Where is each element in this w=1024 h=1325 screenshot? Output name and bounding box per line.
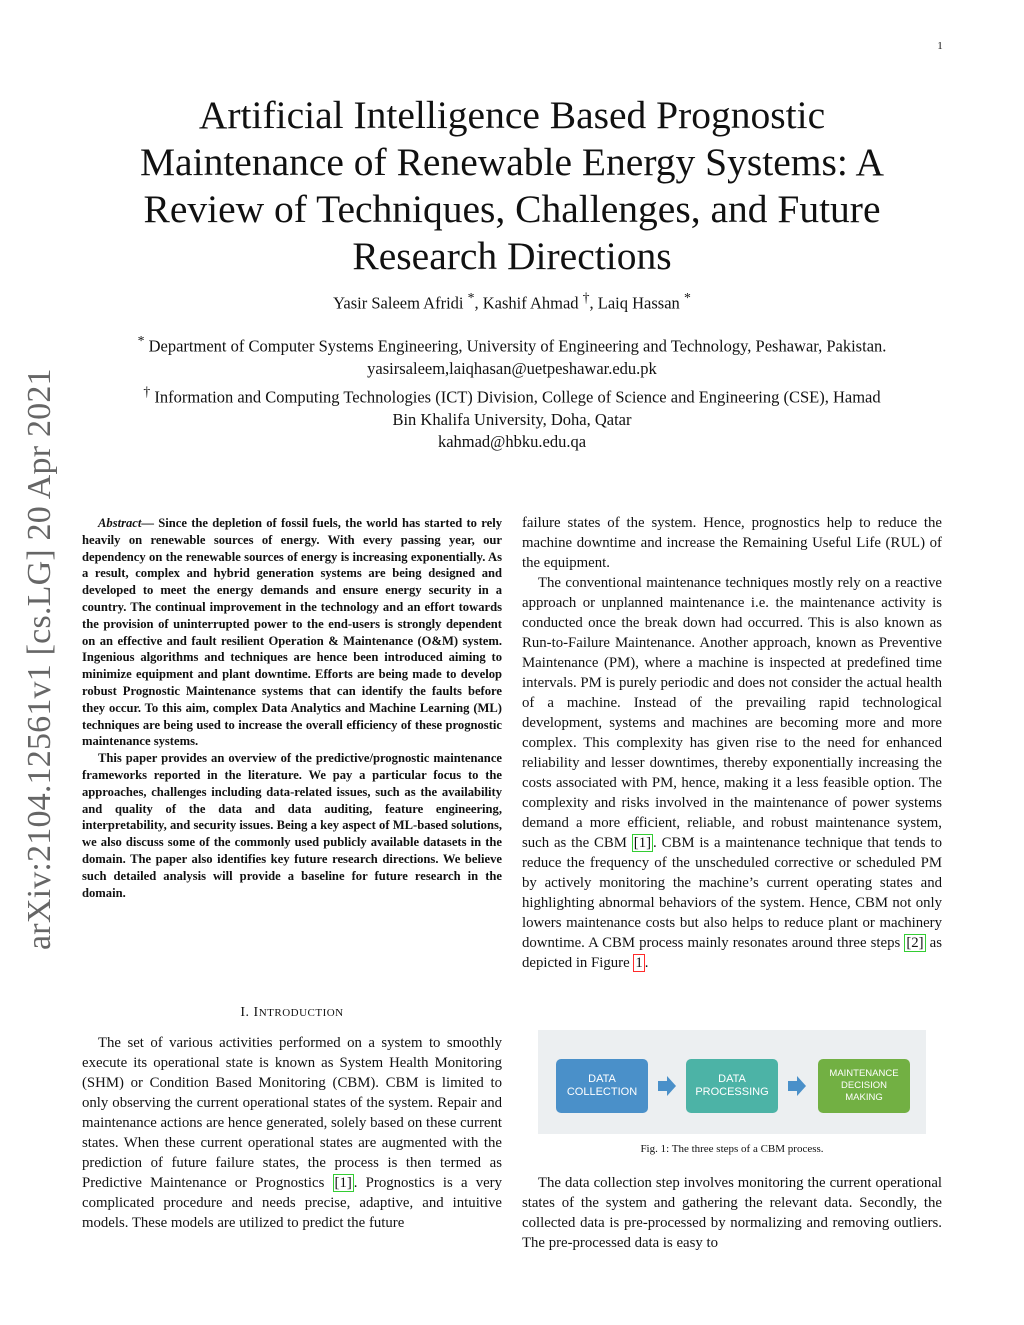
- title-line: Artificial Intelligence Based Prognostic: [198, 93, 826, 137]
- arrow-right-icon: [788, 1076, 806, 1096]
- paper-title: [100, 92, 924, 280]
- arrow-right-icon: [658, 1076, 676, 1096]
- abstract-paragraph: Abstract— Since the depletion of fossil fuels, the world has started to rely heavily on renewable sources of energy. With every passing year, our dependency on the renewable sources of energy is increasing exponentially. As a result, complex and hybrid generation systems are being designed and developed to meet the energy demands and ensure energy security in a country. The continual improvement in the technology and an effort towards the provision of uninterrupted power to the end-users is strongly dependent on an effective and fault resilient Operation & Maintenance (O&M) system. Ingenious algorithms and techniques are hence been introduced aiming to minimize equipment and plant downtime. Efforts are being made to develop robust Prognostic Maintenance systems that can identify the faults before they occur. To this aim, complex Data Analytics and Machine Learning (ML) techniques are being used to increase the overall efficiency of these prognostic maintenance systems.: [82, 516, 502, 749]
- body-paragraph: The data collection step involves monitoring the current operational states of the system and gathering the relevant data. Secondly, the collected data is pre-processed by normalizing and removing outliers. The pre-processed data is easy to: [522, 1175, 942, 1251]
- section-title: INTRODUCTION: [253, 1005, 344, 1020]
- arxiv-stamp: arXiv:2104.12561v1 [cs.LG] 20 Apr 2021: [21, 368, 58, 950]
- affiliation-line: † Information and Computing Technologies (ICT) Division, College of Science and Engineering (CSE), Hamad: [143, 383, 881, 406]
- body-paragraph: The conventional maintenance techniques mostly rely on a reactive approach or unplanned maintenance i.e. the maintenance activity is conducted once the break down had occurred. This is also known as Run-to-Failure Maintenance. Another approach, known as Preventive Maintenance (PM), where a machine is inspected at predefined time intervals. PM is purely periodic and does not consider the actual health of a machine. Instead of the prevailing rapid technological development, systems and machines are becoming more and more complex. This complexity has given rise to the need for enhanced reliability and lesser downtimes, thereby exponentially increasing the costs associated with PM, hence, making it a less feasible option. The complexity and risks involved in the maintenance of power systems demand a more efficient, reliable, and robust maintenance system, such as the CBM [1] . CBM is a maintenance technique that tends to reduce the frequency of the unscheduled corrective or scheduled PM by actively monitoring the machine’s current operating states and highlighting abnormal behaviors of the system. Hence, CBM not only lowers maintenance costs but also helps to reduce plant or machinery downtime. A CBM process mainly resonates around three steps [2] as depicted in Figure 1 .: [522, 575, 943, 971]
- citation-link[interactable]: [1]: [633, 835, 652, 851]
- page-number: 1: [937, 40, 943, 52]
- body-paragraph: The set of various activities performed on a system to smoothly execute its operational state is known as System Health Monitoring (SHM) or Condition Based Monitoring (CBM). CBM is limited to only observing the current operational states of the system. Repair and maintenance actions are hence generated, solely based on these current states. When these current operational states are augmented with the prediction of future failure states, the process is then termed as Predictive Maintenance or Prognostics [1] . Prognostics is a very complicated procedure and needs precise, adaptive, and intuitive models. These models are utilized to predict the future: [82, 1035, 502, 1231]
- author-mark: *: [683, 290, 691, 305]
- citation-link[interactable]: [2]: [906, 935, 924, 951]
- affiliation-mark: *: [137, 333, 145, 348]
- author-name: Kashif Ahmad: [482, 293, 579, 313]
- author-mark: †: [582, 290, 590, 305]
- figure-link[interactable]: 1: [635, 955, 643, 971]
- affiliations: [80, 330, 944, 454]
- author-name: Yasir Saleem Afridi: [333, 293, 464, 313]
- section-heading: I. INTRODUCTION: [240, 1005, 344, 1020]
- step-maintenance-decision-making: MAINTENANCE DECISION MAKING: [818, 1059, 910, 1113]
- affiliation-email: yasirsaleem,laiqhasan@uetpeshawar.edu.pk: [367, 359, 657, 378]
- right-column-text: [522, 1173, 942, 1253]
- cbm-process-figure: [538, 1030, 926, 1134]
- figure-caption: Fig. 1: The three steps of a CBM process.: [640, 1143, 824, 1155]
- author-list: Yasir Saleem Afridi *, Kashif Ahmad †, Laiq Hassan *: [333, 290, 691, 313]
- step-data-processing: DATA PROCESSING: [686, 1059, 778, 1113]
- affiliation-line: Bin Khalifa University, Doha, Qatar: [392, 409, 632, 429]
- title-line: Research Directions: [352, 234, 672, 278]
- title-line: Review of Techniques, Challenges, and Future: [143, 187, 881, 231]
- affiliation-mark: †: [143, 383, 151, 399]
- body-paragraph: failure states of the system. Hence, prognostics help to reduce the machine downtime and increase the Remaining Useful Life (RUL) of the equipment.: [522, 515, 942, 571]
- abstract-paragraph: This paper provides an overview of the predictive/prognostic maintenance frameworks reported in the literature. We pay a particular focus to the approaches, challenges including data-related issues, such as the availability and quality of the data and data auditing, feature engineering, interpretability, and security issues. Being a key aspect of ML-based solutions, we also discuss some of the commonly used publicly available datasets in the domain. The paper also identifies key future research directions. We believe such detailed analysis will provide a baseline for future research in the domain.: [82, 751, 502, 900]
- intro-text: [82, 1033, 502, 1233]
- abstract-label: Abstract: [98, 516, 142, 530]
- citation-link[interactable]: [1]: [334, 1175, 352, 1191]
- author-name: Laiq Hassan: [597, 293, 680, 313]
- author-mark: *: [467, 290, 475, 305]
- abstract: [82, 515, 502, 901]
- affiliation-line: * Department of Computer Systems Engineering, University of Engineering and Technology, Peshawar, Pakistan.: [137, 333, 887, 356]
- title-line: Maintenance of Renewable Energy Systems: A: [139, 140, 885, 184]
- right-column-text: [522, 513, 942, 973]
- affiliation-email: kahmad@hbku.edu.qa: [437, 432, 587, 451]
- step-data-collection: DATA COLLECTION: [556, 1059, 648, 1113]
